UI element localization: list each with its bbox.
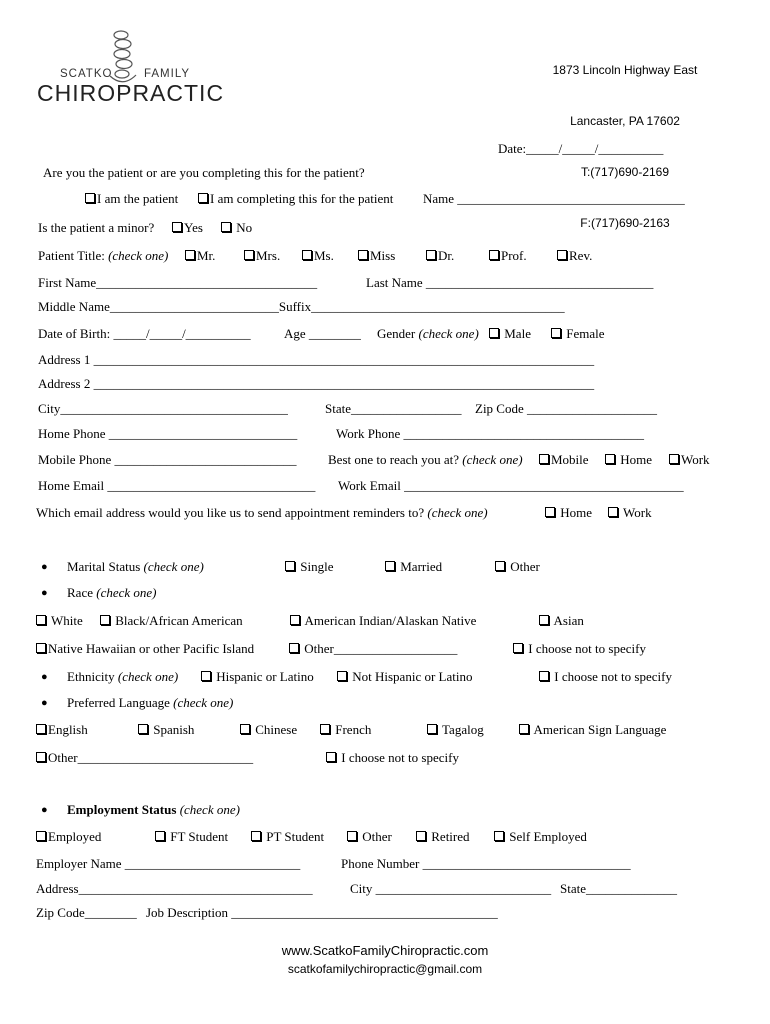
minor-question: Is the patient a minor? [38, 220, 155, 235]
marital-single[interactable]: Single [285, 560, 333, 573]
race-choose-not[interactable]: I choose not to specify [513, 642, 646, 655]
checkbox[interactable] [138, 724, 148, 734]
ethnicity-choose-not[interactable]: I choose not to specify [539, 670, 672, 683]
checkbox[interactable] [545, 507, 555, 517]
date-field[interactable]: Date:_____/_____/__________ [498, 141, 664, 156]
ethnicity-not-hispanic[interactable]: Not Hispanic or Latino [337, 670, 472, 683]
checkbox[interactable] [251, 831, 261, 841]
lang-french[interactable]: French [320, 723, 371, 736]
checkbox[interactable] [513, 643, 523, 653]
title-mrs[interactable]: Mrs. [244, 249, 280, 262]
checkbox[interactable] [36, 643, 46, 653]
age-field[interactable]: Age ________ [284, 326, 361, 341]
checkbox[interactable] [221, 222, 231, 232]
address-line: 1873 Lincoln Highway East [552, 63, 698, 77]
marital-status-label: Marital Status (check one) [67, 559, 204, 574]
marital-other[interactable]: Other [495, 560, 540, 573]
logo-word-left: SCATKO [60, 68, 113, 80]
first-name-field[interactable]: First Name__________________________________ [38, 275, 318, 290]
checkbox[interactable] [326, 752, 336, 762]
marital-married[interactable]: Married [385, 560, 442, 573]
employer-address-field[interactable]: Address____________________________________ [36, 881, 313, 896]
emp-self-employed[interactable]: Self Employed [494, 830, 587, 843]
home-phone-field[interactable]: Home Phone _____________________________ [38, 426, 298, 441]
mobile-phone-field[interactable]: Mobile Phone ____________________________ [38, 452, 297, 467]
checkbox[interactable] [416, 831, 426, 841]
checkbox[interactable] [198, 193, 208, 203]
fax-line: F:(717)690-2163 [580, 216, 670, 230]
reach-home[interactable]: Home [605, 453, 652, 466]
checkbox[interactable] [495, 561, 505, 571]
title-ms[interactable]: Ms. [302, 249, 334, 262]
checkbox[interactable] [539, 615, 549, 625]
ethnicity-hispanic[interactable]: Hispanic or Latino [201, 670, 314, 683]
minor-no[interactable]: No [221, 221, 252, 234]
bullet-icon: ● [41, 804, 48, 816]
checkbox[interactable] [494, 831, 504, 841]
employer-city-field[interactable]: City ___________________________ [350, 881, 552, 896]
logo-word-main: CHIROPRACTIC [37, 80, 225, 106]
work-email-field[interactable]: Work Email ___________________________________________ [338, 478, 684, 493]
title-prof[interactable]: Prof. [489, 249, 527, 262]
checkbox[interactable] [240, 724, 250, 734]
emp-pt-student[interactable]: PT Student [251, 830, 324, 843]
logo-word-right: FAMILY [144, 68, 191, 80]
race-black[interactable]: Black/African American [100, 614, 243, 627]
checkbox[interactable] [100, 615, 110, 625]
reach-mobile[interactable]: Mobile [539, 453, 589, 466]
title-dr[interactable]: Dr. [426, 249, 454, 262]
checkbox[interactable] [605, 454, 615, 464]
emp-ft-student[interactable]: FT Student [155, 830, 228, 843]
checkbox[interactable] [519, 724, 529, 734]
patient-title-label: Patient Title: (check one) [38, 248, 169, 263]
checkbox[interactable] [557, 250, 567, 260]
employment-label: Employment Status (check one) [67, 802, 240, 817]
state-field[interactable]: State_________________ [325, 401, 462, 416]
checkbox[interactable] [36, 831, 46, 841]
checkbox[interactable] [290, 615, 300, 625]
dob-field[interactable]: Date of Birth: _____/_____/__________ [38, 326, 251, 341]
checkbox[interactable] [36, 752, 46, 762]
address-line: Lancaster, PA 17602 [570, 114, 680, 128]
employer-name-field[interactable]: Employer Name ___________________________ [36, 856, 301, 871]
bullet-icon: ● [41, 587, 48, 599]
checkbox[interactable] [320, 724, 330, 734]
bullet-icon: ● [41, 561, 48, 573]
race-label: Race (check one) [67, 585, 157, 600]
race-american-indian[interactable]: American Indian/Alaskan Native [290, 614, 476, 627]
checkbox[interactable] [85, 193, 95, 203]
lang-asl[interactable]: American Sign Language [519, 723, 666, 736]
option-completing[interactable]: I am completing this for the patient [198, 192, 393, 205]
city-field[interactable]: City___________________________________ [38, 401, 288, 416]
gender-female[interactable]: Female [551, 327, 605, 340]
home-email-field[interactable]: Home Email ________________________________ [38, 478, 316, 493]
checkbox[interactable] [36, 615, 46, 625]
best-reach-label: Best one to reach you at? (check one) [328, 452, 523, 467]
checkbox[interactable] [244, 250, 254, 260]
bullet-icon: ● [41, 671, 48, 683]
gender-male[interactable]: Male [489, 327, 531, 340]
checkbox[interactable] [201, 671, 211, 681]
work-phone-field[interactable]: Work Phone _____________________________________ [336, 426, 645, 441]
checkbox[interactable] [489, 328, 499, 338]
lang-chinese[interactable]: Chinese [240, 723, 297, 736]
race-native-hawaiian[interactable]: Native Hawaiian or other Pacific Island [36, 642, 254, 655]
reminder-home[interactable]: Home [545, 506, 592, 519]
checkbox[interactable] [551, 328, 561, 338]
checkbox[interactable] [172, 222, 182, 232]
reach-work[interactable]: Work [669, 453, 710, 466]
middle-name-suffix-field[interactable]: Middle Name__________________________Suffix_______________________________________ [38, 299, 565, 314]
job-description-field[interactable]: Job Description _________________________________________ [146, 905, 498, 920]
employer-phone-field[interactable]: Phone Number ________________________________ [341, 856, 631, 871]
footer-email: scatkofamilychiropractic@gmail.com [287, 962, 483, 976]
checkbox[interactable] [285, 561, 295, 571]
last-name-field[interactable]: Last Name ___________________________________ [366, 275, 654, 290]
title-mr[interactable]: Mr. [185, 249, 215, 262]
ethnicity-label: Ethnicity (check one) [67, 669, 179, 684]
checkbox[interactable] [426, 250, 436, 260]
phone-line: T:(717)690-2169 [580, 165, 670, 179]
checkbox[interactable] [539, 671, 549, 681]
title-miss[interactable]: Miss [358, 249, 395, 262]
checkbox[interactable] [385, 561, 395, 571]
employer-state-field[interactable]: State______________ [560, 881, 677, 896]
checkbox[interactable] [489, 250, 499, 260]
lang-spanish[interactable]: Spanish [138, 723, 194, 736]
lang-english[interactable]: English [36, 723, 88, 736]
emp-employed[interactable]: Employed [36, 830, 101, 843]
bullet-icon: ● [41, 697, 48, 709]
race-other[interactable]: Other___________________ [289, 642, 457, 655]
race-asian[interactable]: Asian [539, 614, 584, 627]
patient-question: Are you the patient or are you completing this for the patient? [43, 165, 365, 180]
emp-other[interactable]: Other [347, 830, 392, 843]
checkbox[interactable] [608, 507, 618, 517]
checkbox[interactable] [289, 643, 299, 653]
address2-field[interactable]: Address 2 _____________________________________________________________________________ [38, 376, 595, 391]
reminder-work[interactable]: Work [608, 506, 652, 519]
language-label: Preferred Language (check one) [67, 695, 234, 710]
checkbox[interactable] [669, 454, 679, 464]
checkbox[interactable] [337, 671, 347, 681]
checkbox[interactable] [302, 250, 312, 260]
lang-choose-not[interactable]: I choose not to specify [326, 751, 459, 764]
employer-zip-field[interactable]: Zip Code________ [36, 905, 137, 920]
checkbox[interactable] [347, 831, 357, 841]
checkbox[interactable] [36, 724, 46, 734]
emp-retired[interactable]: Retired [416, 830, 470, 843]
email-reminder-question: Which email address would you like us to send appointment reminders to? (check one) [36, 505, 488, 520]
header-address [540, 28, 710, 249]
lang-tagalog[interactable]: Tagalog [427, 723, 484, 736]
title-rev[interactable]: Rev. [557, 249, 592, 262]
footer-website: www.ScatkoFamilyChiropractic.com [281, 943, 489, 958]
checkbox[interactable] [155, 831, 165, 841]
gender-label: Gender (check one) [377, 326, 479, 341]
checkbox[interactable] [539, 454, 549, 464]
zip-field[interactable]: Zip Code ____________________ [475, 401, 657, 416]
lang-other[interactable]: Other___________________________ [36, 751, 253, 764]
minor-yes[interactable]: Yes [172, 221, 203, 234]
option-i-am-patient[interactable]: I am the patient [85, 192, 178, 205]
name-field[interactable]: Name ___________________________________ [423, 191, 685, 206]
checkbox[interactable] [358, 250, 368, 260]
checkbox[interactable] [185, 250, 195, 260]
address1-field[interactable]: Address 1 _____________________________________________________________________________ [38, 352, 595, 367]
checkbox[interactable] [427, 724, 437, 734]
race-white[interactable]: White [36, 614, 83, 627]
